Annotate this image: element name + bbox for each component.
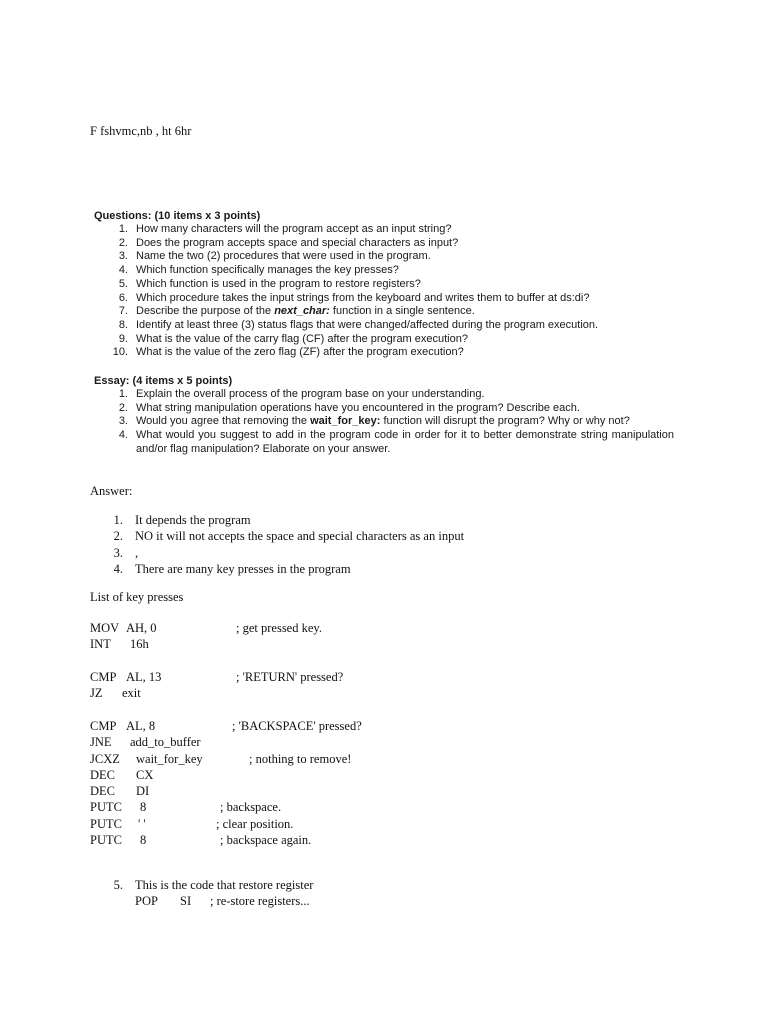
essay-heading: Essay: (4 items x 5 points) (94, 375, 233, 388)
question-text: Name the two (2) procedures that were used in the program. (136, 250, 431, 263)
question-item (94, 292, 674, 306)
question-number: 1. (118, 223, 128, 235)
question-item (94, 278, 674, 292)
essay-item (94, 429, 674, 456)
code-op: INT (90, 637, 111, 652)
question-item (94, 333, 674, 347)
question-number: 8. (118, 318, 128, 331)
essay-number: 2. (118, 401, 128, 414)
essay-item (94, 388, 674, 402)
essay-number: 4. (118, 429, 128, 442)
answer-text: , (135, 545, 139, 560)
code-op: POP (135, 894, 158, 909)
code-comment: ; 'RETURN' pressed? (236, 670, 344, 684)
answer-item (90, 528, 464, 544)
code-comment: ; clear position. (216, 816, 294, 831)
essay-number: 1. (118, 388, 128, 401)
function-name: next_char: (274, 305, 330, 318)
answer-list (90, 512, 464, 577)
code-comment: ; backspace again. (220, 833, 312, 848)
essay-item (94, 402, 674, 416)
code-comment: ; backspace. (220, 800, 282, 815)
question-number: 3. (118, 250, 128, 263)
question-item (94, 305, 674, 319)
function-name: wait_for_key: (310, 415, 381, 428)
code-op: PUTC (90, 833, 122, 848)
answer-number: 3. (113, 545, 123, 560)
question-item (94, 237, 674, 251)
answer-label: Answer: (90, 484, 133, 498)
question-item (94, 346, 674, 360)
question-text: Which function is used in the program to restore registers? (136, 277, 421, 290)
question-text: Does the program accepts space and special characters as input? (136, 236, 459, 249)
code-op: JNE (90, 735, 112, 750)
question-item (94, 264, 674, 278)
code-arg: AH, 0 (126, 621, 157, 635)
essay-text: function will disrupt the program? Why or why not? (380, 415, 630, 428)
answer-number: 4. (113, 561, 123, 576)
answer-text: NO it will not accepts the space and special characters as an input (135, 529, 465, 544)
question-text: What is the value of the zero flag (ZF) after the program execution? (136, 346, 464, 359)
code-op: JCXZ (90, 751, 120, 766)
question-number: 5. (118, 277, 128, 290)
code-arg: 16h (130, 637, 149, 652)
code-arg: wait_for_key (136, 751, 203, 766)
essay-text: What would you suggest to add in the program code in order for it to better demonstrate string manipulation and/or flag manipulation? Elaborate on your answer. (136, 429, 674, 455)
code-op: JZ (90, 686, 103, 701)
code-op: CMP (90, 670, 117, 684)
code-comment: ; get pressed key. (236, 621, 322, 635)
answer-item (90, 545, 464, 561)
question-number: 9. (118, 332, 128, 345)
essay-text: Explain the overall process of the program base on your understanding. (136, 388, 485, 401)
answer-item (90, 512, 464, 528)
code-op: CMP (90, 719, 117, 733)
questions-block (94, 209, 674, 457)
essay-list (94, 388, 674, 457)
question-number: 6. (118, 291, 128, 304)
essay-number: 3. (118, 415, 128, 428)
code-comment: ; 'BACKSPACE' pressed? (232, 719, 362, 733)
code-arg: SI (180, 894, 192, 909)
question-text: Identify at least three (3) status flags that were changed/affected during the program execution. (136, 318, 599, 331)
question-item (94, 319, 674, 333)
code-arg: AL, 8 (126, 719, 156, 733)
question-number: 4. (118, 264, 128, 277)
questions-list (94, 223, 674, 360)
code-comment: ; re-store registers... (210, 894, 310, 909)
code-op: PUTC (90, 816, 122, 831)
code-arg: 8 (140, 800, 147, 815)
code-arg: 8 (140, 833, 147, 848)
question-text: Which procedure takes the input strings from the keyboard and writes them to buffer at ds:di? (136, 291, 590, 304)
answer-number: 5. (113, 878, 123, 892)
question-text: How many characters will the program accept as an input string? (136, 223, 452, 235)
code-arg: DI (136, 784, 150, 799)
question-item (94, 223, 674, 237)
questions-heading: Questions: (10 items x 3 points) (94, 210, 261, 222)
answer-text: There are many key presses in the program (135, 561, 351, 576)
question-text: Which function specifically manages the key presses? (136, 264, 399, 277)
question-text: Describe the purpose of the (136, 305, 275, 318)
question-text: function in a single sentence. (329, 305, 475, 318)
code-arg: AL, 13 (126, 670, 162, 684)
answer-item (90, 561, 464, 577)
question-number: 2. (118, 236, 128, 249)
code-op: DEC (90, 784, 115, 799)
code-op: MOV (90, 621, 120, 635)
code-arg: CX (136, 767, 154, 782)
code-op: PUTC (90, 800, 122, 815)
essay-section (94, 374, 674, 457)
essay-item (94, 415, 674, 429)
answer-text: It depends the program (135, 513, 251, 527)
code-arg: add_to_buffer (130, 735, 201, 750)
question-text: What is the value of the carry flag (CF) after the program execution? (136, 332, 468, 345)
code-arg: ' ' (138, 816, 146, 831)
answer-number: 1. (113, 513, 123, 527)
essay-text: Would you agree that removing the (136, 415, 311, 428)
question-number: 7. (118, 305, 128, 318)
essay-text: What string manipulation operations have you encountered in the program? Describe each. (136, 401, 580, 414)
code-op: DEC (90, 767, 115, 782)
question-number: 10. (112, 346, 128, 359)
question-item (94, 250, 674, 264)
code-comment: ; nothing to remove! (249, 751, 352, 766)
answer-text: This is the code that restore register (135, 878, 314, 892)
code-arg: exit (122, 686, 141, 701)
answer-number: 2. (113, 529, 123, 544)
key-presses-label: List of key presses (90, 590, 184, 604)
header-scribble: F fshvmc,nb , ht 6hr (90, 124, 192, 138)
